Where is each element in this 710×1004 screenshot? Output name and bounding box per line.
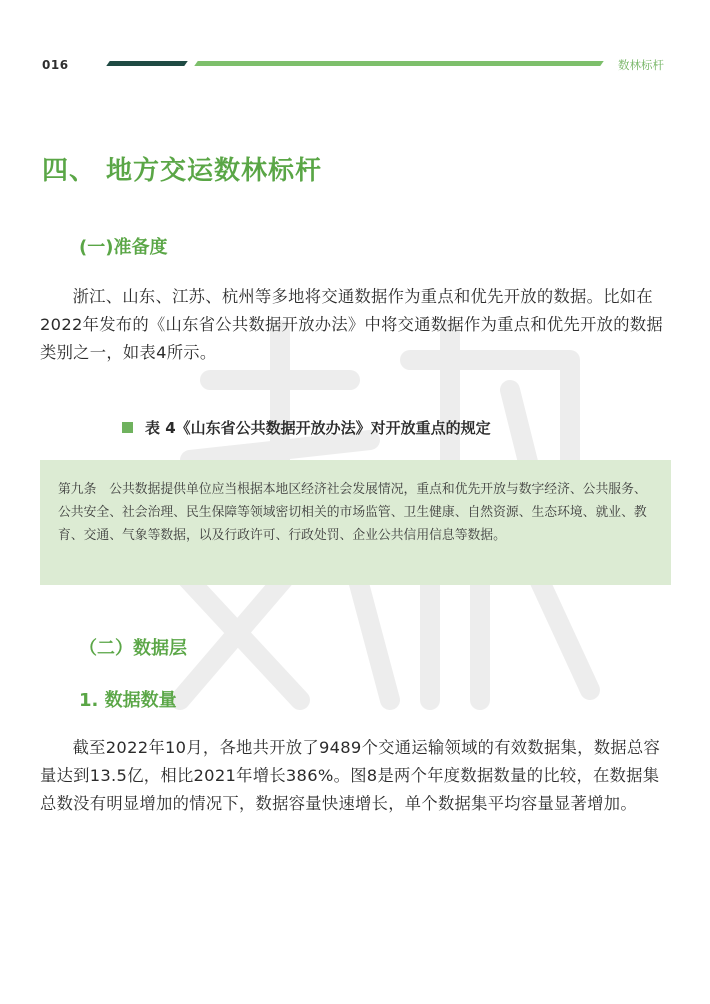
regulation-quote-box — [40, 460, 671, 585]
data-quantity-paragraph: 截至2022年10月，各地共开放了9489个交通运输领域的有效数据集，数据总容量达到13.5亿，相比2021年增长386%。图8是两个年度数据数量的比较，在数据集总数没有明显增加的情况下，数据容量快速增长，单个数据集平均容量显著增加。 — [40, 738, 661, 813]
section-title: 四、 地方交运数林标杆 — [42, 156, 323, 186]
running-title: 数林标杆 — [618, 58, 664, 72]
table-caption-text: 表 4《山东省公共数据开放办法》对开放重点的规定 — [145, 419, 491, 437]
header-rule — [194, 61, 604, 66]
regulation-quote-text: 第九条 公共数据提供单位应当根据本地区经济社会发展情况，重点和优先开放与数字经济、公共服务、公共安全、社会治理、民生保障等领域密切相关的市场监管、卫生健康、自然资源、生态环境、就业、教育、交通、气象等数据，以及行政许可、行政处罚、企业公共信用信息等数据。 — [58, 482, 647, 543]
readiness-paragraph: 浙江、山东、江苏、杭州等多地将交通数据作为重点和优先开放的数据。比如在2022年发布的《山东省公共数据开放办法》中将交通数据作为重点和优先开放的数据类别之一，如表4所示。 — [40, 287, 663, 362]
subsection-data-quantity-title: 1. 数据数量 — [79, 690, 177, 711]
subsection-readiness-title: (一)准备度 — [79, 237, 168, 258]
caption-square-icon — [122, 422, 133, 433]
subsection-data-layer-title: （二）数据层 — [79, 638, 187, 659]
header-accent-bar — [106, 61, 188, 66]
table-caption — [122, 417, 491, 438]
page-number: 016 — [42, 58, 69, 72]
